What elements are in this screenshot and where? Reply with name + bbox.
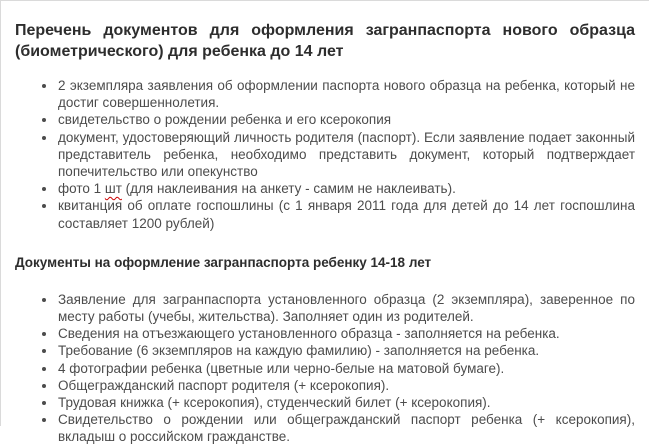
list-item: свидетельство о рождении ребенка и его ксерокопия (58, 111, 635, 128)
list-item: 4 фотографии ребенка (цветные или черно-белые на матовой бумаге). (58, 360, 635, 377)
list-item: Общегражданский паспорт родителя (+ ксерокопия). (58, 377, 635, 394)
list-item: документ, удостоверяющий личность родителя (паспорт). Если заявление подает законный представитель ребенка, необходимо представить документ, который подтверждает попечительство или опекунство (58, 129, 635, 180)
list-item: 2 экземпляра заявления об оформлении паспорта нового образца на ребенка, который не достиг совершеннолетия. (58, 78, 635, 111)
list-item: Сведения на отъезжающего установленного образца - заполняется на ребенка. (58, 325, 635, 342)
list-item: Свидетельство о рождении или общегражданский паспорт ребенка (+ ксерокопия), вкладыш о российском гражданстве. (58, 412, 635, 445)
list-item: Заявление для загранпаспорта установленного образца (2 экземпляра), заверенное по месту работы (учебы, жительства). Заполняет один из родителей. (58, 291, 635, 325)
list-item: Трудовая книжка (+ ксерокопия), студенческий билет (+ ксерокопия). (58, 394, 635, 411)
list-item: Требование (6 экземпляров на каждую фамилию) - заполняется на ребенка. (58, 342, 635, 359)
section-heading-14-18: Документы на оформление загранпаспорта ребенку 14-18 лет (15, 254, 432, 270)
document-list-14-18 (15, 291, 635, 446)
document-title: Перечень документов для оформления загранпаспорта нового образца (биометрического) для ребенка до 14 лет (15, 22, 635, 60)
list-item-text: (для наклеивания на анкету - самим не наклеивать). (121, 181, 456, 197)
document-list-under-14 (15, 77, 635, 232)
list-item-text: фото 1 (58, 181, 105, 197)
misspelled-word: шт (104, 181, 122, 197)
list-item: квитанция об оплате госпошлины (с 1 января 2011 года для детей до 14 лет госпошлина составляет 1200 рублей) (58, 198, 635, 231)
list-item (58, 180, 635, 197)
